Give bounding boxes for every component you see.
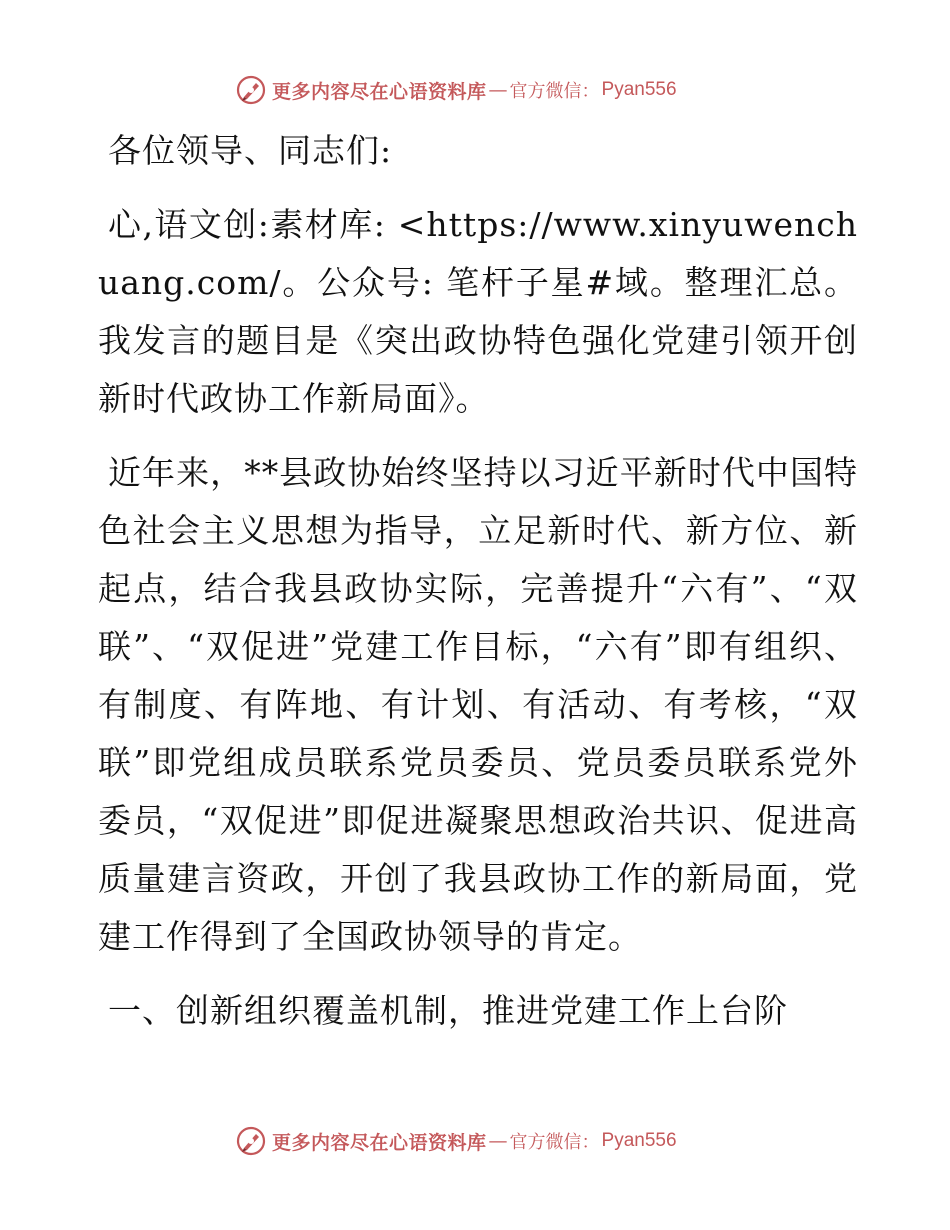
footer-watermark	[236, 1124, 677, 1158]
section-heading: 一、创新组织覆盖机制，推进党建工作上台阶	[108, 991, 788, 1030]
greeting: 各位领导、同志们:	[108, 131, 393, 170]
intro-paragraph: 心,语文创:素材库: <https://www.xinyuwenchuang.com/。公众号: 笔杆子星#域。整理汇总。我发言的题目是《突出政协特色强化党建引领开创新时代政协工作新局面》。	[98, 205, 858, 418]
pen-logo-icon	[236, 75, 266, 105]
body-paragraph: 近年来，**县政协始终坚持以习近平新时代中国特色社会主义思想为指导，立足新时代、新方位、新起点，结合我县政协实际，完善提升“六有”、“双联”、“双促进”党建工作目标，“六有”即有组织、有制度、有阵地、有计划、有活动、有考核，“双联”即党组成员联系党员委员、党员委员联系党外委员，“双促进”即促进凝聚思想政治共识、促进高质量建言资政，开创了我县政协工作的新局面，党建工作得到了全国政协领导的肯定。	[98, 453, 858, 956]
watermark-wechat-id: Pyan556	[601, 1130, 677, 1151]
watermark-dash: —	[488, 79, 508, 101]
watermark-wechat-label: 官方微信：	[509, 81, 600, 102]
watermark-site-text: 更多内容尽在心语资料库	[272, 80, 487, 103]
watermark-wechat-label: 官方微信：	[509, 1132, 600, 1153]
watermark-wechat-id: Pyan556	[601, 79, 677, 100]
document-body	[98, 122, 858, 1040]
pen-logo-icon	[236, 1126, 266, 1156]
watermark-site-text: 更多内容尽在心语资料库	[272, 1131, 487, 1154]
watermark-dash: —	[488, 1130, 508, 1152]
header-watermark	[236, 73, 677, 107]
